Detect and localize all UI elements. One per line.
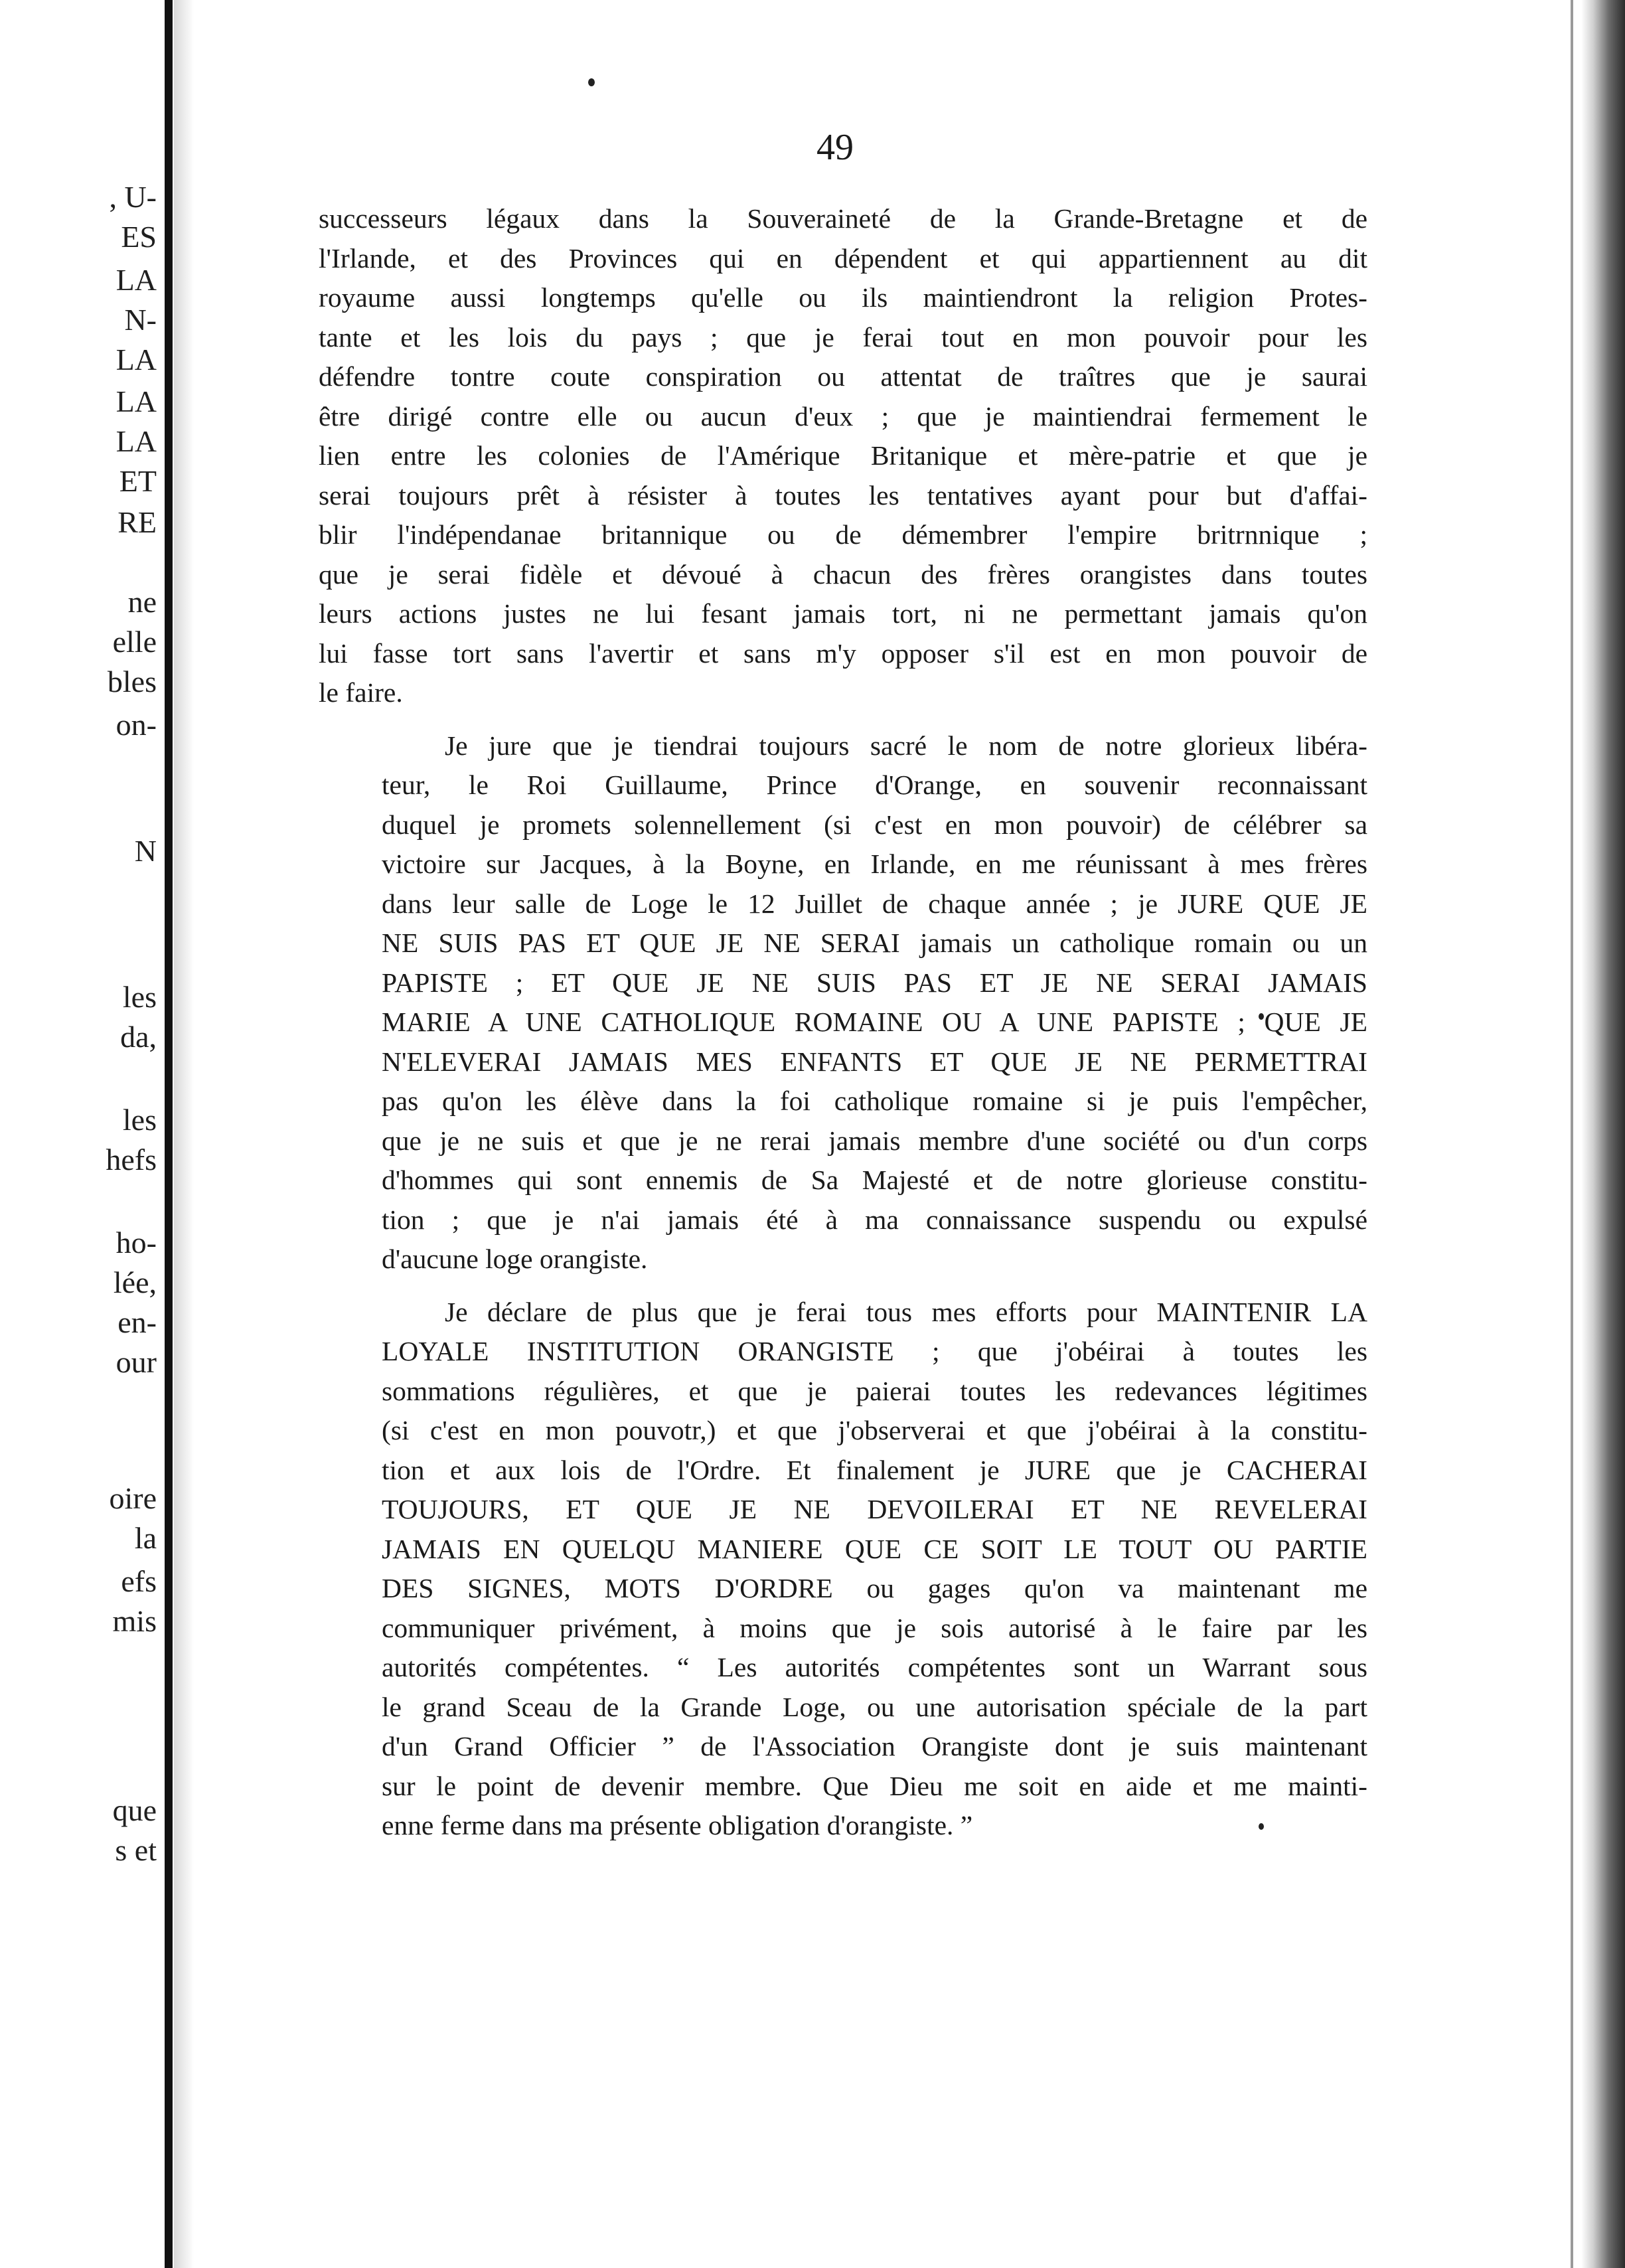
text-line: défendre tontre coute conspiration ou attentat de traîtres que je saurai (319, 361, 1367, 392)
previous-page-text-fragment: ES (121, 220, 157, 254)
previous-page-text-fragment: on- (116, 708, 157, 742)
previous-page-text-fragment: mis (112, 1604, 157, 1638)
text-line: sommations régulières, et que je paierai toutes les redevances légitimes (382, 1375, 1367, 1406)
text-line: pas qu'on les élève dans la foi catholique romaine si je puis l'empêcher, (382, 1086, 1367, 1116)
previous-page-text-fragment: les (122, 980, 157, 1014)
text-line: leurs actions justes ne lui fesant jamais tort, ni ne permettant jamais qu'on (319, 598, 1367, 629)
gutter-shadow (174, 0, 194, 2268)
text-line: blir l'indépendanae britannique ou de démembrer l'empire britrnnique ; (319, 519, 1367, 550)
text-line: (si c'est en mon pouvotr,) et que j'observerai et que j'obéirai à la constitu- (382, 1415, 1367, 1445)
text-line: JAMAIS EN QUELQU MANIERE QUE CE SOIT LE TOUT OU PARTIE (382, 1533, 1367, 1564)
text-line: sur le point de devenir membre. Que Dieu me soit en aide et me mainti- (382, 1770, 1367, 1801)
text-line: victoire sur Jacques, à la Boyne, en Irlande, en me réunissant à mes frères (382, 849, 1367, 879)
text-line: autorités compétentes. “ Les autorités compétentes sont un Warrant sous (382, 1652, 1367, 1682)
text-line: TOUJOURS, ET QUE JE NE DEVOILERAI ET NE REVELERAI (382, 1494, 1367, 1524)
previous-page-text-fragment: les (122, 1103, 157, 1137)
text-line: d'aucune loge orangiste. (382, 1244, 648, 1274)
text-line: MARIE A UNE CATHOLIQUE ROMAINE OU A UNE PAPISTE ; QUE JE (382, 1007, 1367, 1037)
paragraph (319, 199, 1367, 713)
text-line: Je jure que je tiendrai toujours sacré le nom de notre glorieux libéra- (445, 730, 1367, 761)
text-line: que je serai fidèle et dévoué à chacun des frères orangistes dans toutes (319, 558, 1367, 590)
previous-page-text-fragment: que (112, 1793, 157, 1827)
text-line: que je ne suis et que je ne rerai jamais membre d'une société ou d'un corps (382, 1125, 1367, 1156)
text-line: dans leur salle de Loge le 12 Juillet de chaque année ; je JURE QUE JE (382, 888, 1367, 919)
ink-speck (588, 78, 595, 86)
text-line: l'Irlande, et des Provinces qui en dépendent et qui appartiennent au dit (319, 242, 1367, 274)
text-line: teur, le Roi Guillaume, Prince d'Orange, en souvenir reconnaissant (382, 770, 1367, 800)
text-line: tion et aux lois de l'Ordre. Et finalement je JURE que je CACHERAI (382, 1454, 1367, 1485)
previous-page-text-fragment: LA (116, 263, 157, 297)
book-gutter (165, 0, 173, 2268)
page-body-text (319, 199, 1367, 1859)
text-line: DES SIGNES, MOTS D'ORDRE ou gages qu'on va maintenant me (382, 1573, 1367, 1603)
previous-page-text-fragment: N- (124, 303, 157, 337)
text-line: LOYALE INSTITUTION ORANGISTE ; que j'obéirai à toutes les (382, 1336, 1367, 1366)
previous-page-text-fragment: hefs (106, 1143, 157, 1176)
text-line: NE SUIS PAS ET QUE JE NE SERAI jamais un catholique romain ou un (382, 928, 1367, 958)
text-line: PAPISTE ; ET QUE JE NE SUIS PAS ET JE NE SERAI JAMAIS (382, 967, 1367, 998)
text-line: d'un Grand Officier ” de l'Association Orangiste dont je suis maintenant (382, 1731, 1367, 1761)
previous-page-edge (0, 0, 165, 2268)
previous-page-text-fragment: lée, (113, 1265, 157, 1299)
text-line: serai toujours prêt à résister à toutes les tentatives ayant pour but d'affai- (319, 479, 1367, 511)
text-line: Je déclare de plus que je ferai tous mes efforts pour MAINTENIR LA (445, 1296, 1367, 1327)
text-line: successeurs légaux dans la Souveraineté de la Grande-Bretagne et de (319, 203, 1367, 234)
right-edge-line (1571, 0, 1573, 2268)
previous-page-text-fragment: ET (119, 464, 157, 498)
previous-page-text-fragment: da, (120, 1020, 157, 1054)
previous-page-text-fragment: our (116, 1345, 157, 1379)
text-line: le grand Sceau de la Grande Loge, ou une autorisation spéciale de la part (382, 1691, 1367, 1722)
text-line: lien entre les colonies de l'Amérique Britanique et mère-patrie et que je (319, 440, 1367, 471)
previous-page-text-fragment: efs (121, 1564, 157, 1598)
previous-page-text-fragment: N (134, 834, 157, 868)
text-line: communiquer privément, à moins que je sois autorisé à le faire par les (382, 1612, 1367, 1643)
paragraph (319, 1293, 1367, 1846)
text-line: duquel je promets solennellement (si c'est en mon pouvoir) de célébrer sa (382, 809, 1367, 840)
text-line: tion ; que je n'ai jamais été à ma connaissance suspendu ou expulsé (382, 1204, 1367, 1235)
previous-page-text-fragment: en- (117, 1305, 157, 1339)
previous-page-text-fragment: bles (107, 665, 157, 698)
text-line: d'hommes qui sont ennemis de Sa Majesté et de notre glorieuse constitu- (382, 1165, 1367, 1195)
previous-page-text-fragment: , U- (109, 180, 157, 214)
text-line: tante et les lois du pays ; que je ferai tout en mon pouvoir pour les (319, 321, 1367, 353)
previous-page-text-fragment: ne (127, 585, 157, 619)
previous-page-text-fragment: la (134, 1521, 157, 1555)
page-number: 49 (816, 127, 854, 168)
text-line: être dirigé contre elle ou aucun d'eux ; que je maintiendrai fermement le (319, 400, 1367, 432)
text-line: N'ELEVERAI JAMAIS MES ENFANTS ET QUE JE NE PERMETTRAI (382, 1046, 1367, 1077)
text-line: enne ferme dans ma présente obligation d'orangiste. ” (382, 1810, 973, 1840)
right-page-edge (1545, 0, 1625, 2268)
previous-page-text-fragment: ho- (116, 1226, 157, 1259)
previous-page-text-fragment: LA (116, 424, 157, 458)
text-line: lui fasse tort sans l'avertir et sans m'y opposer s'il est en mon pouvoir de (319, 637, 1367, 669)
previous-page-text-fragment: RE (117, 505, 157, 539)
text-line: le faire. (319, 677, 403, 708)
paragraph (319, 726, 1367, 1279)
previous-page-text-fragment: oire (109, 1481, 157, 1515)
previous-page-text-fragment: LA (116, 343, 157, 376)
previous-page-text-fragment: LA (116, 384, 157, 418)
previous-page-text-fragment: s et (115, 1833, 157, 1867)
text-line: royaume aussi longtemps qu'elle ou ils maintiendront la religion Protes- (319, 282, 1367, 313)
previous-page-text-fragment: elle (112, 625, 157, 659)
